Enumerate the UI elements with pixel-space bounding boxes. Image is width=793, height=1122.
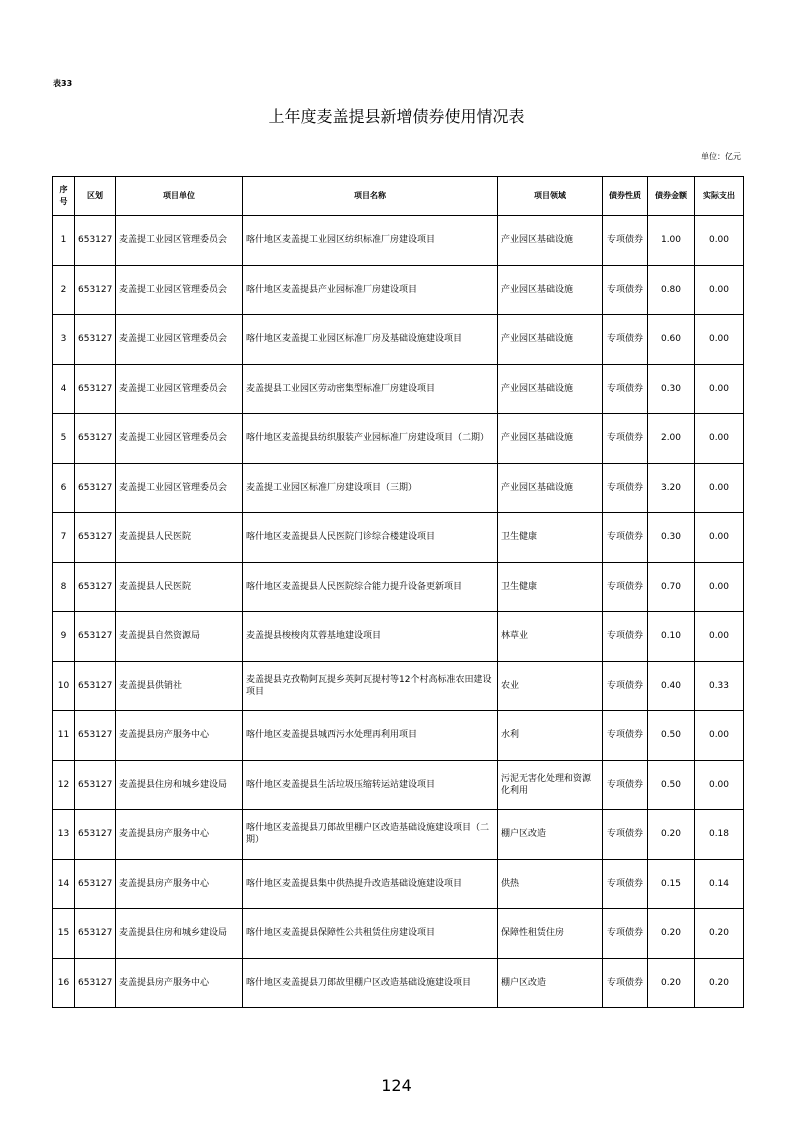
cell-index: 12 [53, 760, 75, 810]
cell-amount: 0.70 [648, 562, 695, 612]
cell-actual-spend: 0.20 [695, 909, 744, 959]
table-row [53, 612, 744, 662]
cell-field: 产业园区基础设施 [498, 265, 603, 315]
cell-amount: 0.40 [648, 661, 695, 711]
cell-actual-spend: 0.00 [695, 364, 744, 414]
cell-project-name: 喀什地区麦盖提县人民医院门诊综合楼建设项目 [243, 513, 498, 563]
cell-actual-spend: 0.00 [695, 216, 744, 266]
cell-bond-type: 专项债券 [603, 315, 648, 365]
cell-unit: 麦盖提县房产服务中心 [116, 958, 243, 1008]
cell-actual-spend: 0.00 [695, 414, 744, 464]
cell-index: 5 [53, 414, 75, 464]
cell-unit: 麦盖提工业园区管理委员会 [116, 364, 243, 414]
cell-field: 卫生健康 [498, 562, 603, 612]
cell-bond-type: 专项债券 [603, 661, 648, 711]
cell-index: 13 [53, 810, 75, 860]
cell-region: 653127 [75, 265, 116, 315]
cell-bond-type: 专项债券 [603, 958, 648, 1008]
cell-field: 保障性租赁住房 [498, 909, 603, 959]
cell-field: 产业园区基础设施 [498, 414, 603, 464]
cell-region: 653127 [75, 909, 116, 959]
cell-bond-type: 专项债券 [603, 463, 648, 513]
cell-region: 653127 [75, 612, 116, 662]
cell-region: 653127 [75, 711, 116, 761]
cell-index: 6 [53, 463, 75, 513]
cell-unit: 麦盖提工业园区管理委员会 [116, 414, 243, 464]
cell-amount: 0.20 [648, 909, 695, 959]
cell-index: 1 [53, 216, 75, 266]
header-region: 区划 [75, 177, 116, 216]
cell-project-name: 喀什地区麦盖提县集中供热提升改造基础设施建设项目 [243, 859, 498, 909]
cell-actual-spend: 0.00 [695, 760, 744, 810]
cell-bond-type: 专项债券 [603, 859, 648, 909]
cell-index: 7 [53, 513, 75, 563]
cell-actual-spend: 0.20 [695, 958, 744, 1008]
table-tag: 表33 [53, 79, 73, 88]
cell-project-name: 麦盖提县克孜勒阿瓦提乡英阿瓦提村等12个村高标准农田建设项目 [243, 661, 498, 711]
table-row [53, 810, 744, 860]
cell-actual-spend: 0.00 [695, 612, 744, 662]
cell-index: 10 [53, 661, 75, 711]
cell-field: 污泥无害化处理和资源化利用 [498, 760, 603, 810]
cell-bond-type: 专项债券 [603, 612, 648, 662]
cell-project-name: 喀什地区麦盖提县纺织服装产业园标准厂房建设项目（二期） [243, 414, 498, 464]
table-row [53, 661, 744, 711]
cell-amount: 1.00 [648, 216, 695, 266]
cell-region: 653127 [75, 958, 116, 1008]
page-title: 上年度麦盖提县新增债券使用情况表 [268, 107, 525, 126]
cell-region: 653127 [75, 661, 116, 711]
cell-bond-type: 专项债券 [603, 513, 648, 563]
cell-index: 2 [53, 265, 75, 315]
cell-unit: 麦盖提县自然资源局 [116, 612, 243, 662]
cell-unit: 麦盖提工业园区管理委员会 [116, 463, 243, 513]
table-row [53, 364, 744, 414]
cell-field: 水利 [498, 711, 603, 761]
cell-unit: 麦盖提县房产服务中心 [116, 711, 243, 761]
cell-amount: 0.30 [648, 364, 695, 414]
cell-actual-spend: 0.00 [695, 315, 744, 365]
cell-unit: 麦盖提县房产服务中心 [116, 810, 243, 860]
cell-region: 653127 [75, 414, 116, 464]
cell-actual-spend: 0.00 [695, 562, 744, 612]
cell-unit: 麦盖提县供销社 [116, 661, 243, 711]
cell-amount: 0.50 [648, 711, 695, 761]
cell-amount: 2.00 [648, 414, 695, 464]
cell-amount: 3.20 [648, 463, 695, 513]
table-header-row [53, 177, 744, 216]
table-row [53, 315, 744, 365]
cell-project-name: 麦盖提县工业园区劳动密集型标准厂房建设项目 [243, 364, 498, 414]
cell-region: 653127 [75, 513, 116, 563]
cell-region: 653127 [75, 562, 116, 612]
cell-unit: 麦盖提县住房和城乡建设局 [116, 760, 243, 810]
table-row [53, 859, 744, 909]
cell-region: 653127 [75, 315, 116, 365]
table-row [53, 414, 744, 464]
cell-amount: 0.50 [648, 760, 695, 810]
header-project-name: 项目名称 [243, 177, 498, 216]
cell-region: 653127 [75, 810, 116, 860]
cell-unit: 麦盖提县人民医院 [116, 562, 243, 612]
cell-field: 卫生健康 [498, 513, 603, 563]
cell-index: 8 [53, 562, 75, 612]
cell-field: 产业园区基础设施 [498, 364, 603, 414]
cell-bond-type: 专项债券 [603, 909, 648, 959]
cell-field: 产业园区基础设施 [498, 216, 603, 266]
cell-actual-spend: 0.00 [695, 463, 744, 513]
cell-bond-type: 专项债券 [603, 364, 648, 414]
cell-actual-spend: 0.14 [695, 859, 744, 909]
table-row [53, 216, 744, 266]
cell-actual-spend: 0.00 [695, 513, 744, 563]
table-row [53, 562, 744, 612]
header-unit: 项目单位 [116, 177, 243, 216]
cell-field: 产业园区基础设施 [498, 463, 603, 513]
cell-field: 产业园区基础设施 [498, 315, 603, 365]
page-number: 124 [381, 1076, 412, 1095]
bond-usage-table [52, 176, 744, 1008]
cell-amount: 0.10 [648, 612, 695, 662]
cell-field: 农业 [498, 661, 603, 711]
cell-index: 14 [53, 859, 75, 909]
table-row [53, 265, 744, 315]
cell-region: 653127 [75, 216, 116, 266]
cell-region: 653127 [75, 463, 116, 513]
cell-amount: 0.20 [648, 958, 695, 1008]
table-row [53, 909, 744, 959]
cell-unit: 麦盖提工业园区管理委员会 [116, 216, 243, 266]
cell-project-name: 喀什地区麦盖提县生活垃圾压缩转运站建设项目 [243, 760, 498, 810]
cell-bond-type: 专项债券 [603, 711, 648, 761]
cell-project-name: 喀什地区麦盖提县刀郎故里棚户区改造基础设施建设项目 [243, 958, 498, 1008]
cell-region: 653127 [75, 760, 116, 810]
table-row [53, 760, 744, 810]
cell-field: 供热 [498, 859, 603, 909]
table-row [53, 513, 744, 563]
cell-amount: 0.30 [648, 513, 695, 563]
cell-unit: 麦盖提工业园区管理委员会 [116, 265, 243, 315]
cell-field: 林草业 [498, 612, 603, 662]
cell-index: 16 [53, 958, 75, 1008]
cell-unit: 麦盖提县住房和城乡建设局 [116, 909, 243, 959]
cell-bond-type: 专项债券 [603, 810, 648, 860]
cell-amount: 0.60 [648, 315, 695, 365]
cell-unit: 麦盖提县房产服务中心 [116, 859, 243, 909]
cell-index: 11 [53, 711, 75, 761]
cell-actual-spend: 0.33 [695, 661, 744, 711]
cell-project-name: 喀什地区麦盖提县产业园标准厂房建设项目 [243, 265, 498, 315]
cell-project-name: 麦盖提工业园区标准厂房建设项目（三期） [243, 463, 498, 513]
cell-amount: 0.80 [648, 265, 695, 315]
cell-project-name: 喀什地区麦盖提县城西污水处理再利用项目 [243, 711, 498, 761]
cell-bond-type: 专项债券 [603, 760, 648, 810]
cell-actual-spend: 0.00 [695, 265, 744, 315]
header-field: 项目领域 [498, 177, 603, 216]
cell-project-name: 喀什地区麦盖提县保障性公共租赁住房建设项目 [243, 909, 498, 959]
cell-project-name: 喀什地区麦盖提县人民医院综合能力提升设备更新项目 [243, 562, 498, 612]
cell-actual-spend: 0.18 [695, 810, 744, 860]
cell-bond-type: 专项债券 [603, 265, 648, 315]
cell-region: 653127 [75, 859, 116, 909]
cell-bond-type: 专项债券 [603, 414, 648, 464]
cell-project-name: 喀什地区麦盖提县刀郎故里棚户区改造基础设施建设项目（二期） [243, 810, 498, 860]
cell-actual-spend: 0.00 [695, 711, 744, 761]
cell-index: 4 [53, 364, 75, 414]
table-row [53, 711, 744, 761]
header-amount: 债券金额 [648, 177, 695, 216]
table-row [53, 958, 744, 1008]
cell-index: 15 [53, 909, 75, 959]
cell-index: 3 [53, 315, 75, 365]
cell-project-name: 喀什地区麦盖提工业园区标准厂房及基础设施建设项目 [243, 315, 498, 365]
cell-amount: 0.20 [648, 810, 695, 860]
table-row [53, 463, 744, 513]
header-actual-spend: 实际支出 [695, 177, 744, 216]
cell-project-name: 麦盖提县梭梭肉苁蓉基地建设项目 [243, 612, 498, 662]
header-index: 序号 [53, 177, 75, 216]
cell-amount: 0.15 [648, 859, 695, 909]
cell-field: 棚户区改造 [498, 958, 603, 1008]
cell-index: 9 [53, 612, 75, 662]
cell-region: 653127 [75, 364, 116, 414]
cell-field: 棚户区改造 [498, 810, 603, 860]
unit-label: 单位：亿元 [701, 152, 741, 161]
cell-bond-type: 专项债券 [603, 216, 648, 266]
cell-unit: 麦盖提县人民医院 [116, 513, 243, 563]
header-bond-type: 债券性质 [603, 177, 648, 216]
cell-unit: 麦盖提工业园区管理委员会 [116, 315, 243, 365]
cell-bond-type: 专项债券 [603, 562, 648, 612]
cell-project-name: 喀什地区麦盖提工业园区纺织标准厂房建设项目 [243, 216, 498, 266]
